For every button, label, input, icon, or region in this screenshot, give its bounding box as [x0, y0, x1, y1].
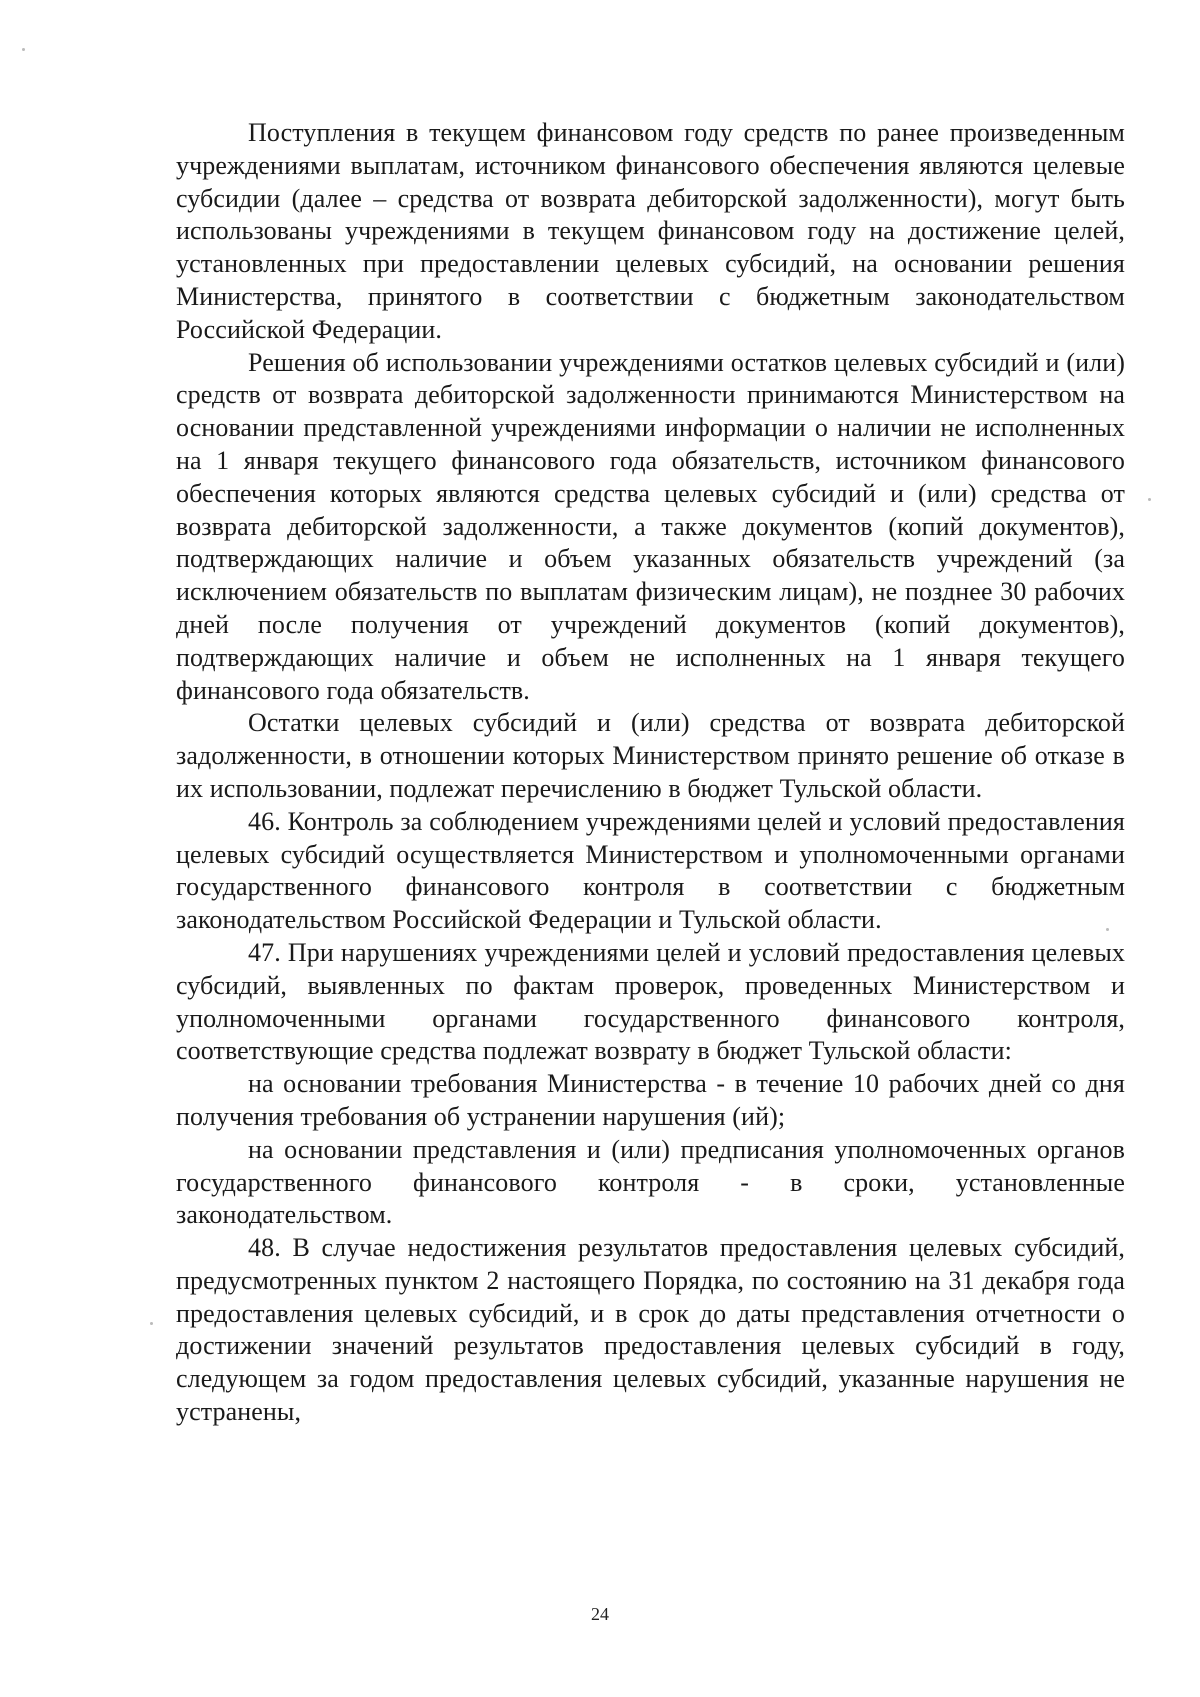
- paragraph-ministry-requirement: на основании требования Министерства - в течение 10 рабочих дней со дня получения требования об устранении нарушения (ий);: [176, 1069, 1125, 1131]
- paragraph-receipts: Поступления в текущем финансовом году средств по ранее произведенным учреждениями выплатам, источником финансового обеспечения являются целевые субсидии (далее – средства от возврата дебиторской задолженности), могут быть использованы учреждениями в текущем финансовом году на достижение целей, установленных при предоставлении целевых субсидий, на основании решения Министерства, принятого в соответствии с бюджетным законодательством Российской Федерации.: [176, 118, 1125, 344]
- document-body: [176, 117, 1125, 1429]
- paragraph-item-48: 48. В случае недостижения результатов предоставления целевых субсидий, предусмотренных пунктом 2 настоящего Порядка, по состоянию на 31 декабря года предоставления целевых субсидий, и в срок до даты представления отчетности о достижении значений результатов предоставления целевых субсидий в году, следующем за годом предоставления целевых субсидий, указанные нарушения не устранены,: [176, 1233, 1125, 1427]
- paragraph-remainders-refusal: Остатки целевых субсидий и (или) средства от возврата дебиторской задолженности, в отношении которых Министерством принято решение об отказе в их использовании, подлежат перечислению в бюджет Тульской области.: [176, 708, 1125, 803]
- scan-speck: [1106, 928, 1109, 931]
- paragraph-control-bodies: на основании представления и (или) предписания уполномоченных органов государственного финансового контроля - в сроки, установленные законодательством.: [176, 1134, 1125, 1230]
- paragraph-item-47: 47. При нарушениях учреждениями целей и условий предоставления целевых субсидий, выявленных по фактам проверок, проведенных Министерством и уполномоченными органами государственного финансового контроля, соответствующие средства подлежат возврату в бюджет Тульской области:: [176, 937, 1125, 1066]
- scan-speck: [1148, 498, 1151, 501]
- page-number: 24: [591, 1604, 609, 1624]
- scan-speck: [150, 1322, 153, 1325]
- paragraph-decisions-on-remainders: Решения об использовании учреждениями остатков целевых субсидий и (или) средств от возврата дебиторской задолженности принимаются Министерством на основании представленной учреждениями информации о наличии не исполненных на 1 января текущего финансового года обязательств, источником финансового обеспечения которых являются средства целевых субсидий и (или) средства от возврата дебиторской задолженности, а также документов (копий документов), подтверждающих наличие и объем указанных обязательств учреждений (за исключением обязательств по выплатам физическим лицам), не позднее 30 рабочих дней после получения от учреждений документов (копий документов), подтверждающих наличие и объем не исполненных на 1 января текущего финансового года обязательств.: [176, 347, 1125, 705]
- scan-speck: [22, 48, 25, 51]
- paragraph-item-46: 46. Контроль за соблюдением учреждениями целей и условий предоставления целевых субсидий осуществляется Министерством и уполномоченными органами государственного финансового контроля в соответствии с бюджетным законодательством Российской Федерации и Тульской области.: [176, 806, 1125, 935]
